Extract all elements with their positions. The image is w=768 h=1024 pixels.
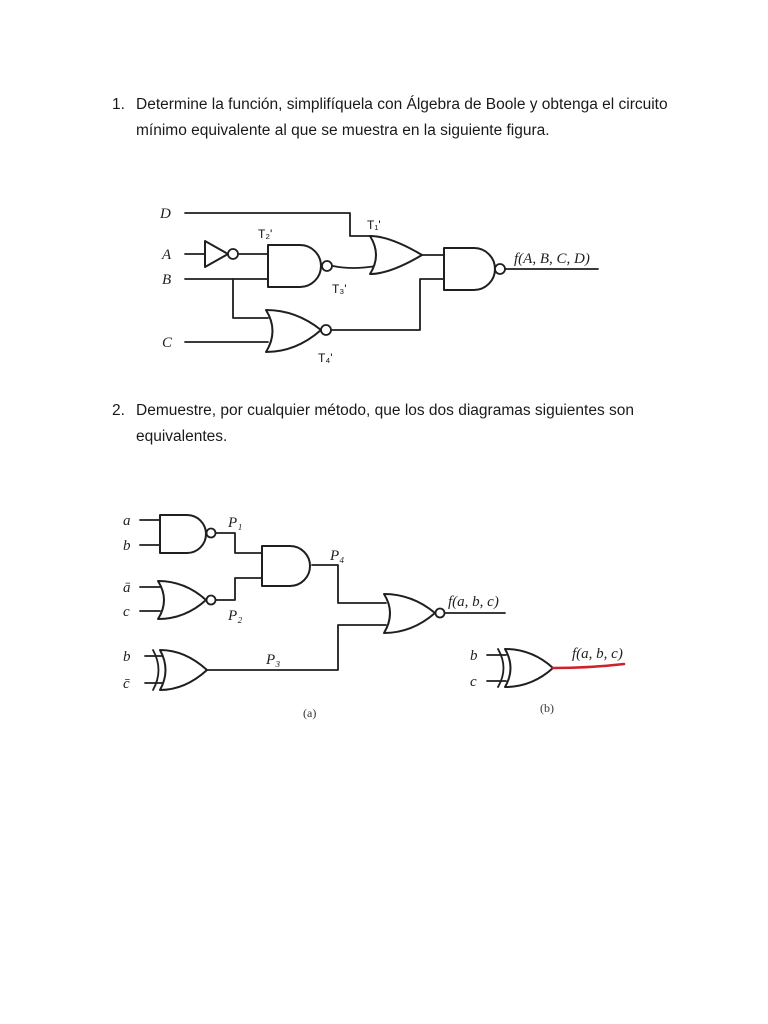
xor-gate-p3 [160, 650, 207, 690]
problem-number: 1. [112, 96, 125, 113]
term-label-t1: T₁' [367, 218, 381, 232]
xor-gate [505, 649, 553, 687]
circuit-1 [159, 206, 598, 365]
nand-gate-p1 [160, 515, 206, 553]
term-label-t4: T₄' [318, 351, 333, 365]
output-label: f(A, B, C, D) [514, 251, 590, 267]
node-label-p1: P₁ [228, 515, 243, 531]
nand-bubble-t3 [322, 261, 332, 271]
problem-text: Determine la función, simplifíquela con Álgebra de Boole y obtenga el circuito mínimo equivalente al que se muestra en la siguiente figura. [136, 96, 668, 139]
problem-number: 2. [112, 402, 125, 419]
circuit-2b [470, 646, 624, 715]
wire-t4 [331, 279, 444, 330]
output-label: f(a, b, c) [572, 646, 623, 662]
circuit-2a [123, 513, 505, 720]
caption-a: (a) [303, 706, 317, 720]
nor-gate-t4 [266, 310, 321, 352]
input-label-b2: b [123, 649, 131, 665]
term-label-t2: T₂' [258, 227, 273, 241]
nor-gate-output [384, 594, 435, 633]
input-label-b: B [162, 272, 172, 288]
input-label-c-bar: c̄ [123, 676, 130, 692]
input-label-b: b [470, 648, 478, 664]
term-label-t3: T₃' [332, 282, 347, 296]
wire-t3 [333, 266, 376, 268]
wire-d [185, 213, 372, 236]
input-label-b: b [123, 538, 131, 554]
or-gate-t1 [370, 236, 422, 274]
nor-bubble-output [436, 609, 445, 618]
not-gate [205, 241, 228, 267]
input-label-a: a [123, 513, 131, 529]
node-label-p3: P₃ [266, 652, 281, 668]
nor-bubble-t4 [321, 325, 331, 335]
nor-gate-p2 [158, 581, 206, 619]
wire-p1 [215, 533, 262, 553]
and-gate-p4 [262, 546, 310, 586]
nand-gate-t3 [268, 245, 321, 287]
nand-bubble-p1 [207, 529, 216, 538]
wire-p3 [207, 625, 386, 670]
input-label-a-bar: ā [123, 580, 131, 596]
problem-text: Demuestre, por cualquier método, que los dos diagramas siguientes son equivalentes. [136, 402, 634, 445]
input-label-d: D [160, 206, 171, 222]
output-label: f(a, b, c) [448, 594, 499, 610]
nand-gate-output [444, 248, 495, 290]
input-label-c: c [470, 674, 477, 690]
output-wire-highlight [553, 664, 624, 668]
wire-b-branch [233, 279, 268, 318]
input-label-c: c [123, 604, 130, 620]
caption-b: (b) [540, 701, 554, 715]
input-label-a: A [162, 247, 172, 263]
not-bubble [228, 249, 238, 259]
node-label-p2: P₂ [228, 608, 243, 624]
nor-bubble-p2 [207, 596, 216, 605]
node-label-p4: P₄ [330, 548, 345, 564]
nand-bubble-output [495, 264, 505, 274]
wire-p2 [215, 578, 262, 600]
input-label-c: C [162, 335, 173, 351]
wire-p4 [312, 565, 386, 603]
